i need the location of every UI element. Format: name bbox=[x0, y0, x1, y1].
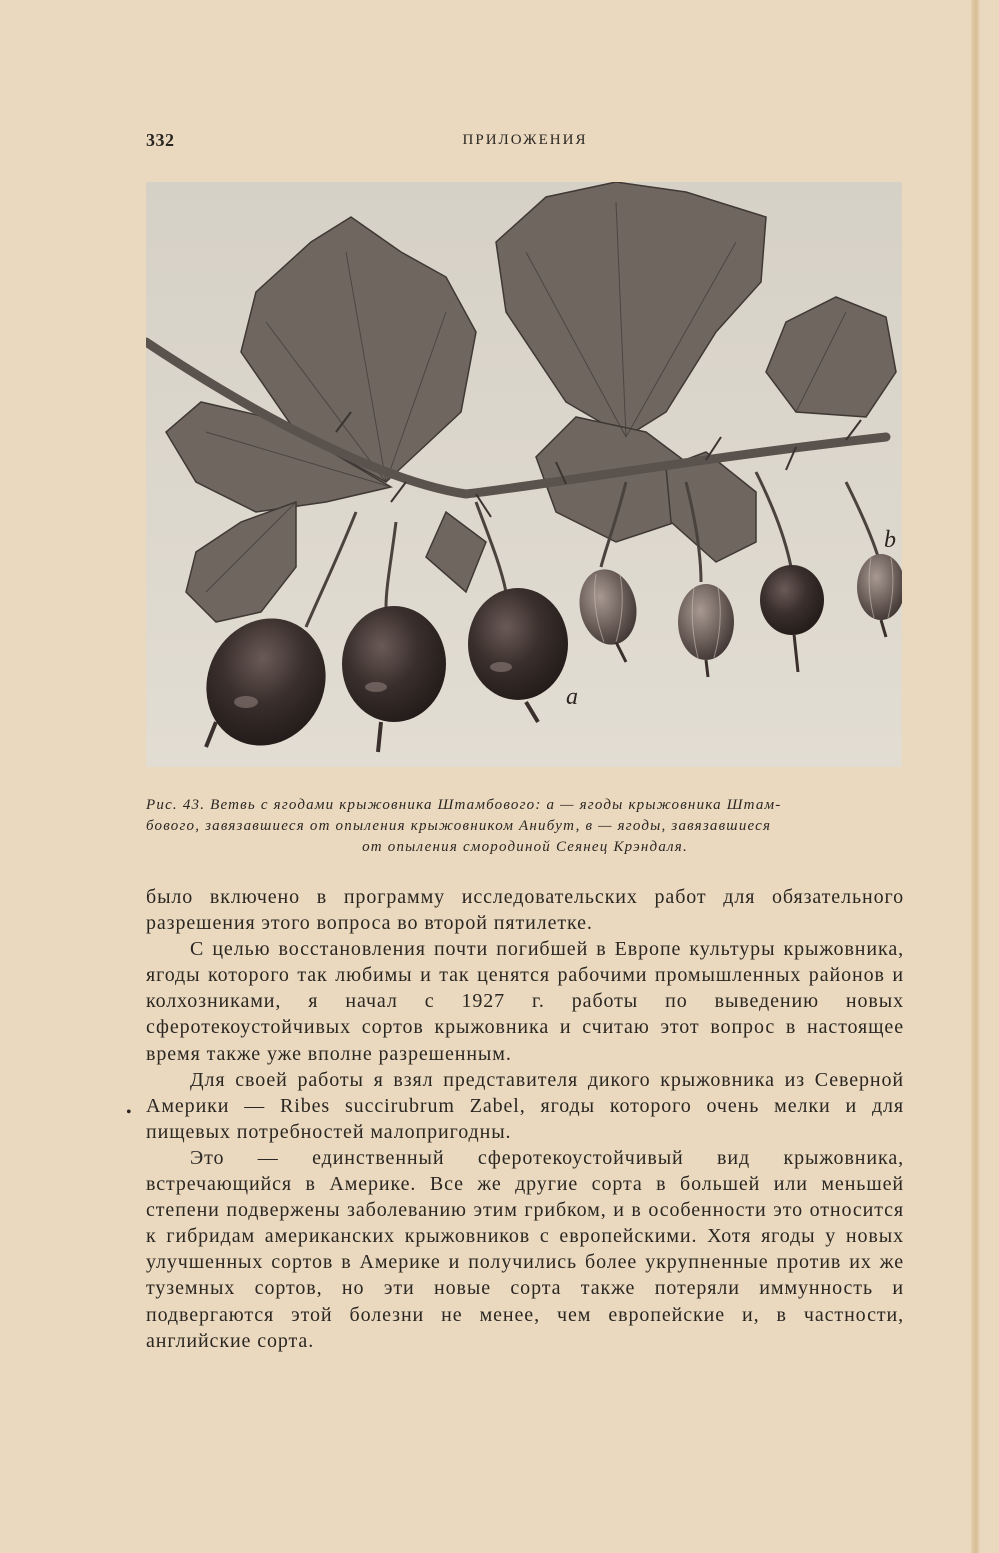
berry-b-3 bbox=[760, 565, 824, 635]
caption-line-3: от опыления смородиной Сеянец Крэндаля. bbox=[362, 839, 688, 855]
berry-a-3 bbox=[468, 588, 568, 700]
berry-a-2 bbox=[342, 606, 446, 722]
page-number: 332 bbox=[146, 130, 175, 150]
page-edge bbox=[971, 0, 981, 1553]
caption-line-2: бового, завязавшиеся от опыления крыжовником Анибут, в — ягоды, завязавшиеся bbox=[146, 818, 772, 834]
paragraph-4: Это — единственный сферотекоустойчивый вид крыжовника, встречающийся в Америке. Все же другие сорта в большей или меньшей степени подвержены заболеванию этим грибком, и в особенности это относится к гибридам американских крыжовников с европейскими. Хотя ягоды у новых улучшенных сортов в Америке и получились более укрупненные против их же туземных сортов, но эти новые сорта также потеряли иммунность и подвергаются этой болезни не менее, чем европейские и, в частности, английские сорта. bbox=[146, 1146, 904, 1352]
page-header bbox=[146, 130, 904, 154]
paragraph-1: было включено в программу исследовательских работ для обязательного разрешения этого вопроса во второй пятилетке. bbox=[146, 886, 904, 935]
figure-label-a: a bbox=[566, 684, 578, 710]
margin-mark: • bbox=[126, 1104, 132, 1121]
photo-illustration bbox=[146, 182, 902, 767]
figure-label-b: b bbox=[884, 527, 896, 553]
gooseberry-branch-photo bbox=[146, 182, 902, 767]
paragraph-3: Для своей работы я взял представителя дикого крыжовника из Северной Америки — Ribes succirubrum Zabel, ягоды которого очень мелки и для пищевых потребностей малопригодны. bbox=[146, 1068, 904, 1143]
figure-caption bbox=[146, 795, 904, 858]
berry-b-2 bbox=[678, 584, 734, 660]
paragraph-2: С целью восстановления почти погибшей в Европе культуры крыжовника, ягоды которого так любимы и так ценятся рабочими промышленных районов и колхозниками, я начал с 1927 г. работы по выведению новых сферотекоустойчивых сортов крыжовника и считаю этот вопрос в настоящее время также уже вполне разрешенным. bbox=[146, 938, 904, 1065]
body-text bbox=[146, 884, 904, 1354]
running-title: ПРИЛОЖЕНИЯ bbox=[462, 132, 588, 148]
caption-line-1: Рис. 43. Ветвь с ягодами крыжовника Штамбового: а — ягоды крыжовника Штам- bbox=[146, 797, 782, 813]
